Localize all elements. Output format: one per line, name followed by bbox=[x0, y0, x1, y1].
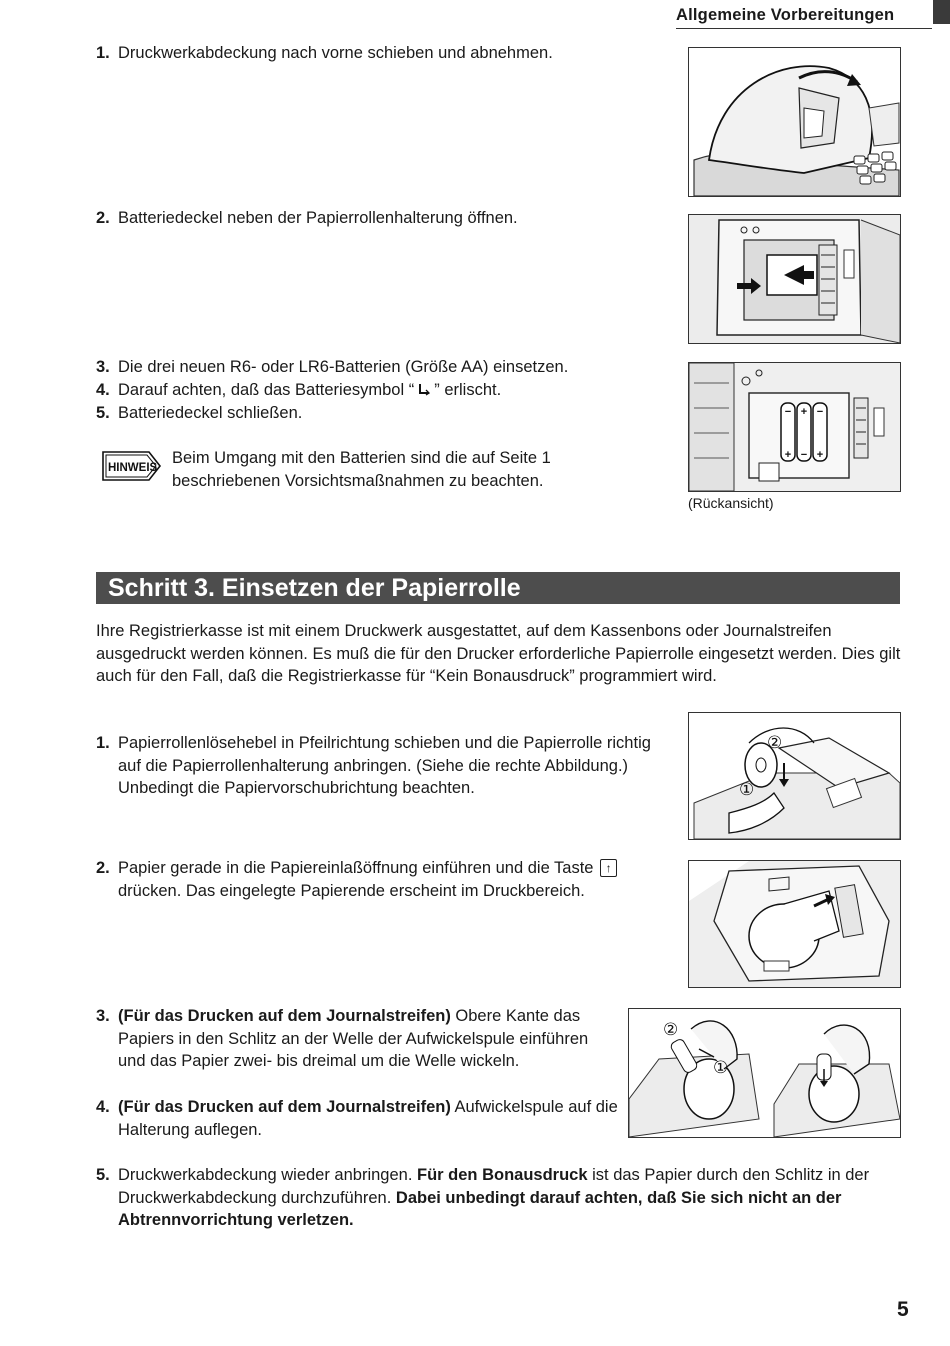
svg-text:②: ② bbox=[663, 1020, 679, 1040]
step-number: 2. bbox=[96, 859, 110, 877]
figure-cover-removal bbox=[688, 47, 901, 197]
battery-step-2 bbox=[96, 207, 656, 231]
svg-text:②: ② bbox=[767, 733, 783, 753]
step-text: (Für das Drucken auf dem Journalstreifen) Obere Kante das Papiers in den Schlitz an der Welle der Aufwickelspule einführen und das Papier zwei- bis dreimal um die Welle wickeln. bbox=[118, 1007, 589, 1070]
step-number: 5. bbox=[96, 1166, 110, 1184]
step-text: Batteriedeckel neben der Papierrollenhalterung öffnen. bbox=[118, 209, 518, 227]
step-text: Batteriedeckel schließen. bbox=[118, 404, 303, 422]
step-text: Druckwerkabdeckung wieder anbringen. Für den Bonausdruck ist das Papier durch den Schlitz in der Druckwerkabdeckung durchzuführen. Dabei unbedingt darauf achten, daß Sie sich nicht an der Abtrennvorrichtung verletzen. bbox=[118, 1166, 870, 1229]
battery-symbol-icon bbox=[417, 382, 431, 396]
figure-battery-cover bbox=[688, 214, 901, 344]
svg-text:+: + bbox=[816, 449, 824, 461]
battery-step-4 bbox=[96, 379, 666, 403]
paper-step-2 bbox=[96, 857, 666, 905]
paper-step-1 bbox=[96, 732, 666, 828]
page-number: 5 bbox=[897, 1298, 909, 1321]
figure-paper-roll-holder bbox=[688, 712, 901, 840]
step-text: Die drei neuen R6- oder LR6-Batterien (Größe AA) einsetzen. bbox=[118, 358, 569, 376]
figure-battery-rear-view bbox=[688, 362, 901, 492]
step-number: 3. bbox=[96, 1007, 110, 1025]
step-text: Papier gerade in die Papiereinlaßöffnung einführen und die Taste ↑ drücken. Das eingelegte Papierende erscheint im Druckbereich. bbox=[118, 857, 668, 902]
header-rule bbox=[676, 28, 932, 29]
svg-text:+: + bbox=[784, 449, 792, 461]
section-title: Schritt 3. Einsetzen der Papierrolle bbox=[108, 574, 521, 602]
section-intro-paragraph: Ihre Registrierkasse ist mit einem Druckwerk ausgestattet, auf dem Kassenbons oder Journalstreifen ausgedruckt werden können. Es muß die für den Drucker erforderliche Papierrolle eingesetzt werden. Dies gilt auch für den Fall, daß die Registrierkasse für “Kein Bonausdruck” programmiert wird. bbox=[96, 622, 901, 685]
svg-text:①: ① bbox=[739, 780, 755, 800]
step-text: (Für das Drucken auf dem Journalstreifen) Aufwickelspule auf die Halterung auflegen. bbox=[118, 1098, 618, 1139]
paper-feed-key-icon: ↑ bbox=[600, 859, 617, 877]
paper-step-4 bbox=[96, 1096, 616, 1144]
step-number: 2. bbox=[96, 209, 110, 227]
svg-text:①: ① bbox=[713, 1058, 729, 1078]
step-number: 5. bbox=[96, 404, 110, 422]
svg-text:−: − bbox=[784, 406, 792, 418]
step-text: Papierrollenlösehebel in Pfeilrichtung schieben und die Papierrolle richtig auf die Papierrollenhalterung anbringen. (Siehe die rechte Abbildung.) Unbedingt die Papiervorschubrichtung beachten. bbox=[118, 734, 651, 797]
step-number: 3. bbox=[96, 358, 110, 376]
battery-step-1 bbox=[96, 42, 656, 66]
step-number: 4. bbox=[96, 1098, 110, 1116]
step-text: Darauf achten, daß das Batteriesymbol “ ” erlischt. bbox=[118, 381, 502, 399]
figure-take-up-spool bbox=[628, 1008, 901, 1138]
hinweis-badge-icon bbox=[100, 449, 164, 483]
section-header-title: Allgemeine Vorbereitungen bbox=[676, 6, 895, 24]
step-number: 4. bbox=[96, 381, 110, 399]
svg-text:+: + bbox=[800, 406, 808, 418]
svg-text:HINWEIS: HINWEIS bbox=[108, 462, 158, 474]
battery-step-5 bbox=[96, 402, 666, 426]
header-tab-marker bbox=[933, 0, 950, 24]
step-number: 1. bbox=[96, 734, 110, 752]
paper-step-5 bbox=[96, 1164, 906, 1234]
rear-view-caption: (Rückansicht) bbox=[688, 495, 774, 511]
figure-paper-insertion bbox=[688, 860, 901, 988]
hinweis-badge bbox=[100, 449, 164, 483]
step-number: 1. bbox=[96, 44, 110, 62]
svg-text:−: − bbox=[800, 449, 808, 461]
step-text: Druckwerkabdeckung nach vorne schieben und abnehmen. bbox=[118, 44, 553, 62]
paper-step-3 bbox=[96, 1005, 616, 1097]
svg-text:−: − bbox=[816, 406, 824, 418]
battery-step-3 bbox=[96, 356, 666, 380]
hinweis-text: Beim Umgang mit den Batterien sind die auf Seite 1 beschriebenen Vorsichtsmaßnahmen zu beachten. bbox=[172, 449, 551, 490]
